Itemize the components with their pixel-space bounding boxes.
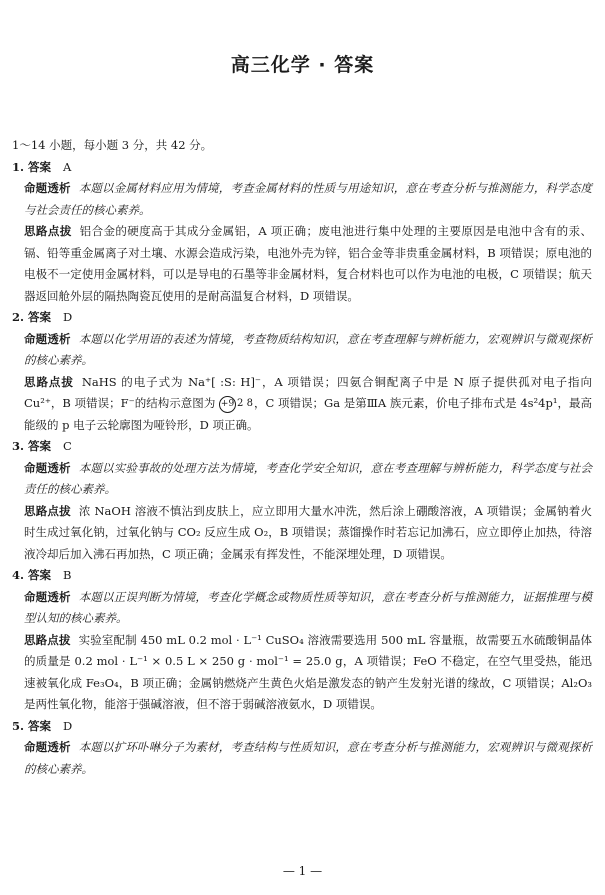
answer-choice: C [63, 439, 72, 454]
analysis-text: 本题以金属材料应用为情境，考查金属材料的性质与用途知识，意在考查分析与推测能力，科学态度与社会责任的核心素养。 [24, 181, 593, 217]
question-number: 2. [12, 310, 25, 324]
hint-label: 思路点拔 [24, 224, 72, 238]
analysis-label: 命题透析 [24, 589, 71, 604]
answer-label: 答案 [28, 159, 52, 174]
hint-paragraph [12, 221, 592, 307]
hint-paragraph [12, 501, 592, 566]
analysis-text: 本题以正误判断为情境，考查化学概念或物质性质等知识，意在考查分析与推测能力，证据推理与模型认知的核心素养。 [24, 589, 593, 626]
analysis-text: 本题以化学用语的表述为情境，考查物质结构知识，意在考查理解与辨析能力，宏观辨识与微观探析的核心素养。 [24, 331, 593, 367]
analysis-paragraph [12, 737, 592, 780]
hint-label: 思路点拔 [24, 503, 71, 518]
analysis-paragraph [12, 587, 592, 630]
answer-label: 答案 [28, 439, 52, 454]
answer-label: 答案 [28, 568, 52, 583]
hint-label: 思路点拔 [24, 374, 74, 389]
answer-choice: B [63, 568, 72, 583]
answer-label: 答案 [28, 718, 52, 733]
analysis-paragraph [12, 329, 592, 372]
question-number: 4. [12, 568, 25, 583]
hint-text: 铝合金的硬度高于其成分金属铝，A 项正确；废电池进行集中处理的主要原因是电池中含有的汞、镉、铅等重金属离子对土壤、水源会造成污染，电池外壳为锌，铝合金等非贵重金属材料，B 项错误；原电池的电极不一定使用金属材料，可以是导电的石墨等非金属材料，复合材料也可以作为电池的电极，C 项错误；航天器返回舱外层的隔热陶瓷瓦使用的是耐高温复合材料，D 项错误。 [24, 224, 592, 303]
page-title: 高三化学 · 答案 [230, 54, 375, 76]
hint-paragraph [12, 630, 592, 716]
question-1 [12, 157, 592, 308]
answer-choice: D [63, 310, 73, 324]
answer-choice: D [63, 718, 73, 733]
analysis-text: 本题以实验事故的处理方法为情境，考查化学安全知识，意在考查理解与辨析能力，科学态度与社会责任的核心素养。 [24, 460, 593, 497]
analysis-label: 命题透析 [24, 331, 71, 346]
question-header [12, 436, 592, 458]
page-number: — 1 — [282, 864, 323, 878]
analysis-label: 命题透析 [24, 181, 71, 195]
hint-label: 思路点拔 [24, 632, 71, 647]
analysis-label: 命题透析 [24, 460, 71, 475]
question-number: 3. [12, 439, 25, 454]
hint-text-part-a: NaHS 的电子式为 Na⁺[ :S: H]⁻，A 项错误；四氨合铜配离子中是 N 原子提供孤对电子指向 Cu²⁺，B 项错误；F⁻的结构示意图为 [24, 374, 593, 410]
question-4 [12, 565, 592, 716]
answer-label: 答案 [28, 310, 52, 324]
hint-text: 实验室配制 450 mL 0.2 mol · L⁻¹ CuSO₄ 溶液需要选用 500 mL 容量瓶，故需要五水硫酸铜晶体的质量是 0.2 mol · L⁻¹ × 0.5 L × 250 g · mol⁻¹ = 25.0 g，A 项错误；FeO 不稳定，在空气里受热，能迅速被氧化成 Fe₃O₄，B 项正确；金属钠燃烧产生黄色火焰是激发态的钠产生发射光谱的缘故，C 项错误；Al₂O₃ 是两性氧化物，能溶于强碱溶液，但不溶于弱碱溶液氨水，D 项错误。 [24, 632, 592, 712]
section-intro: 1～14 小题，每小题 3 分，共 42 分。 [12, 138, 213, 152]
hint-text: 浓 NaOH 溶液不慎沾到皮肤上，应立即用大量水冲洗，然后涂上硼酸溶液，A 项错误；金属钠着火时生成过氧化钠，过氧化钠与 CO₂ 反应生成 O₂，B 项错误；蒸馏操作时若忘记加沸石，应立即停止加热，待溶液冷却后加入沸石再加热，C 项正确；金属汞有挥发性，不能深埋处理，D 项错误。 [24, 503, 592, 561]
question-header [12, 307, 592, 329]
electron-shells: 2 8 [237, 398, 253, 410]
question-header [12, 157, 592, 179]
question-2 [12, 307, 592, 436]
question-number: 5. [12, 718, 25, 733]
nucleus-circle-icon: +9 [219, 396, 236, 413]
answer-choice: A [63, 159, 72, 174]
question-5 [12, 716, 592, 781]
question-header [12, 716, 592, 738]
hint-text-part-b: ，C 项错误；Ga 是第ⅢA 族元素，价电子排布式是 4s²4p¹，最高能级的 p 电子云轮廓图为哑铃形，D 项正确。 [24, 396, 593, 432]
question-3 [12, 436, 592, 565]
question-number: 1. [12, 159, 25, 174]
hint-paragraph [12, 372, 592, 437]
analysis-text: 本题以扩环卟啉分子为素材，考查结构与性质知识，意在考查分析与推测能力，宏观辨识与微观探析的核心素养。 [24, 740, 593, 776]
analysis-label: 命题透析 [24, 740, 71, 755]
analysis-paragraph [12, 458, 592, 501]
question-header [12, 565, 592, 587]
answer-content [12, 135, 592, 780]
analysis-paragraph [12, 178, 592, 221]
